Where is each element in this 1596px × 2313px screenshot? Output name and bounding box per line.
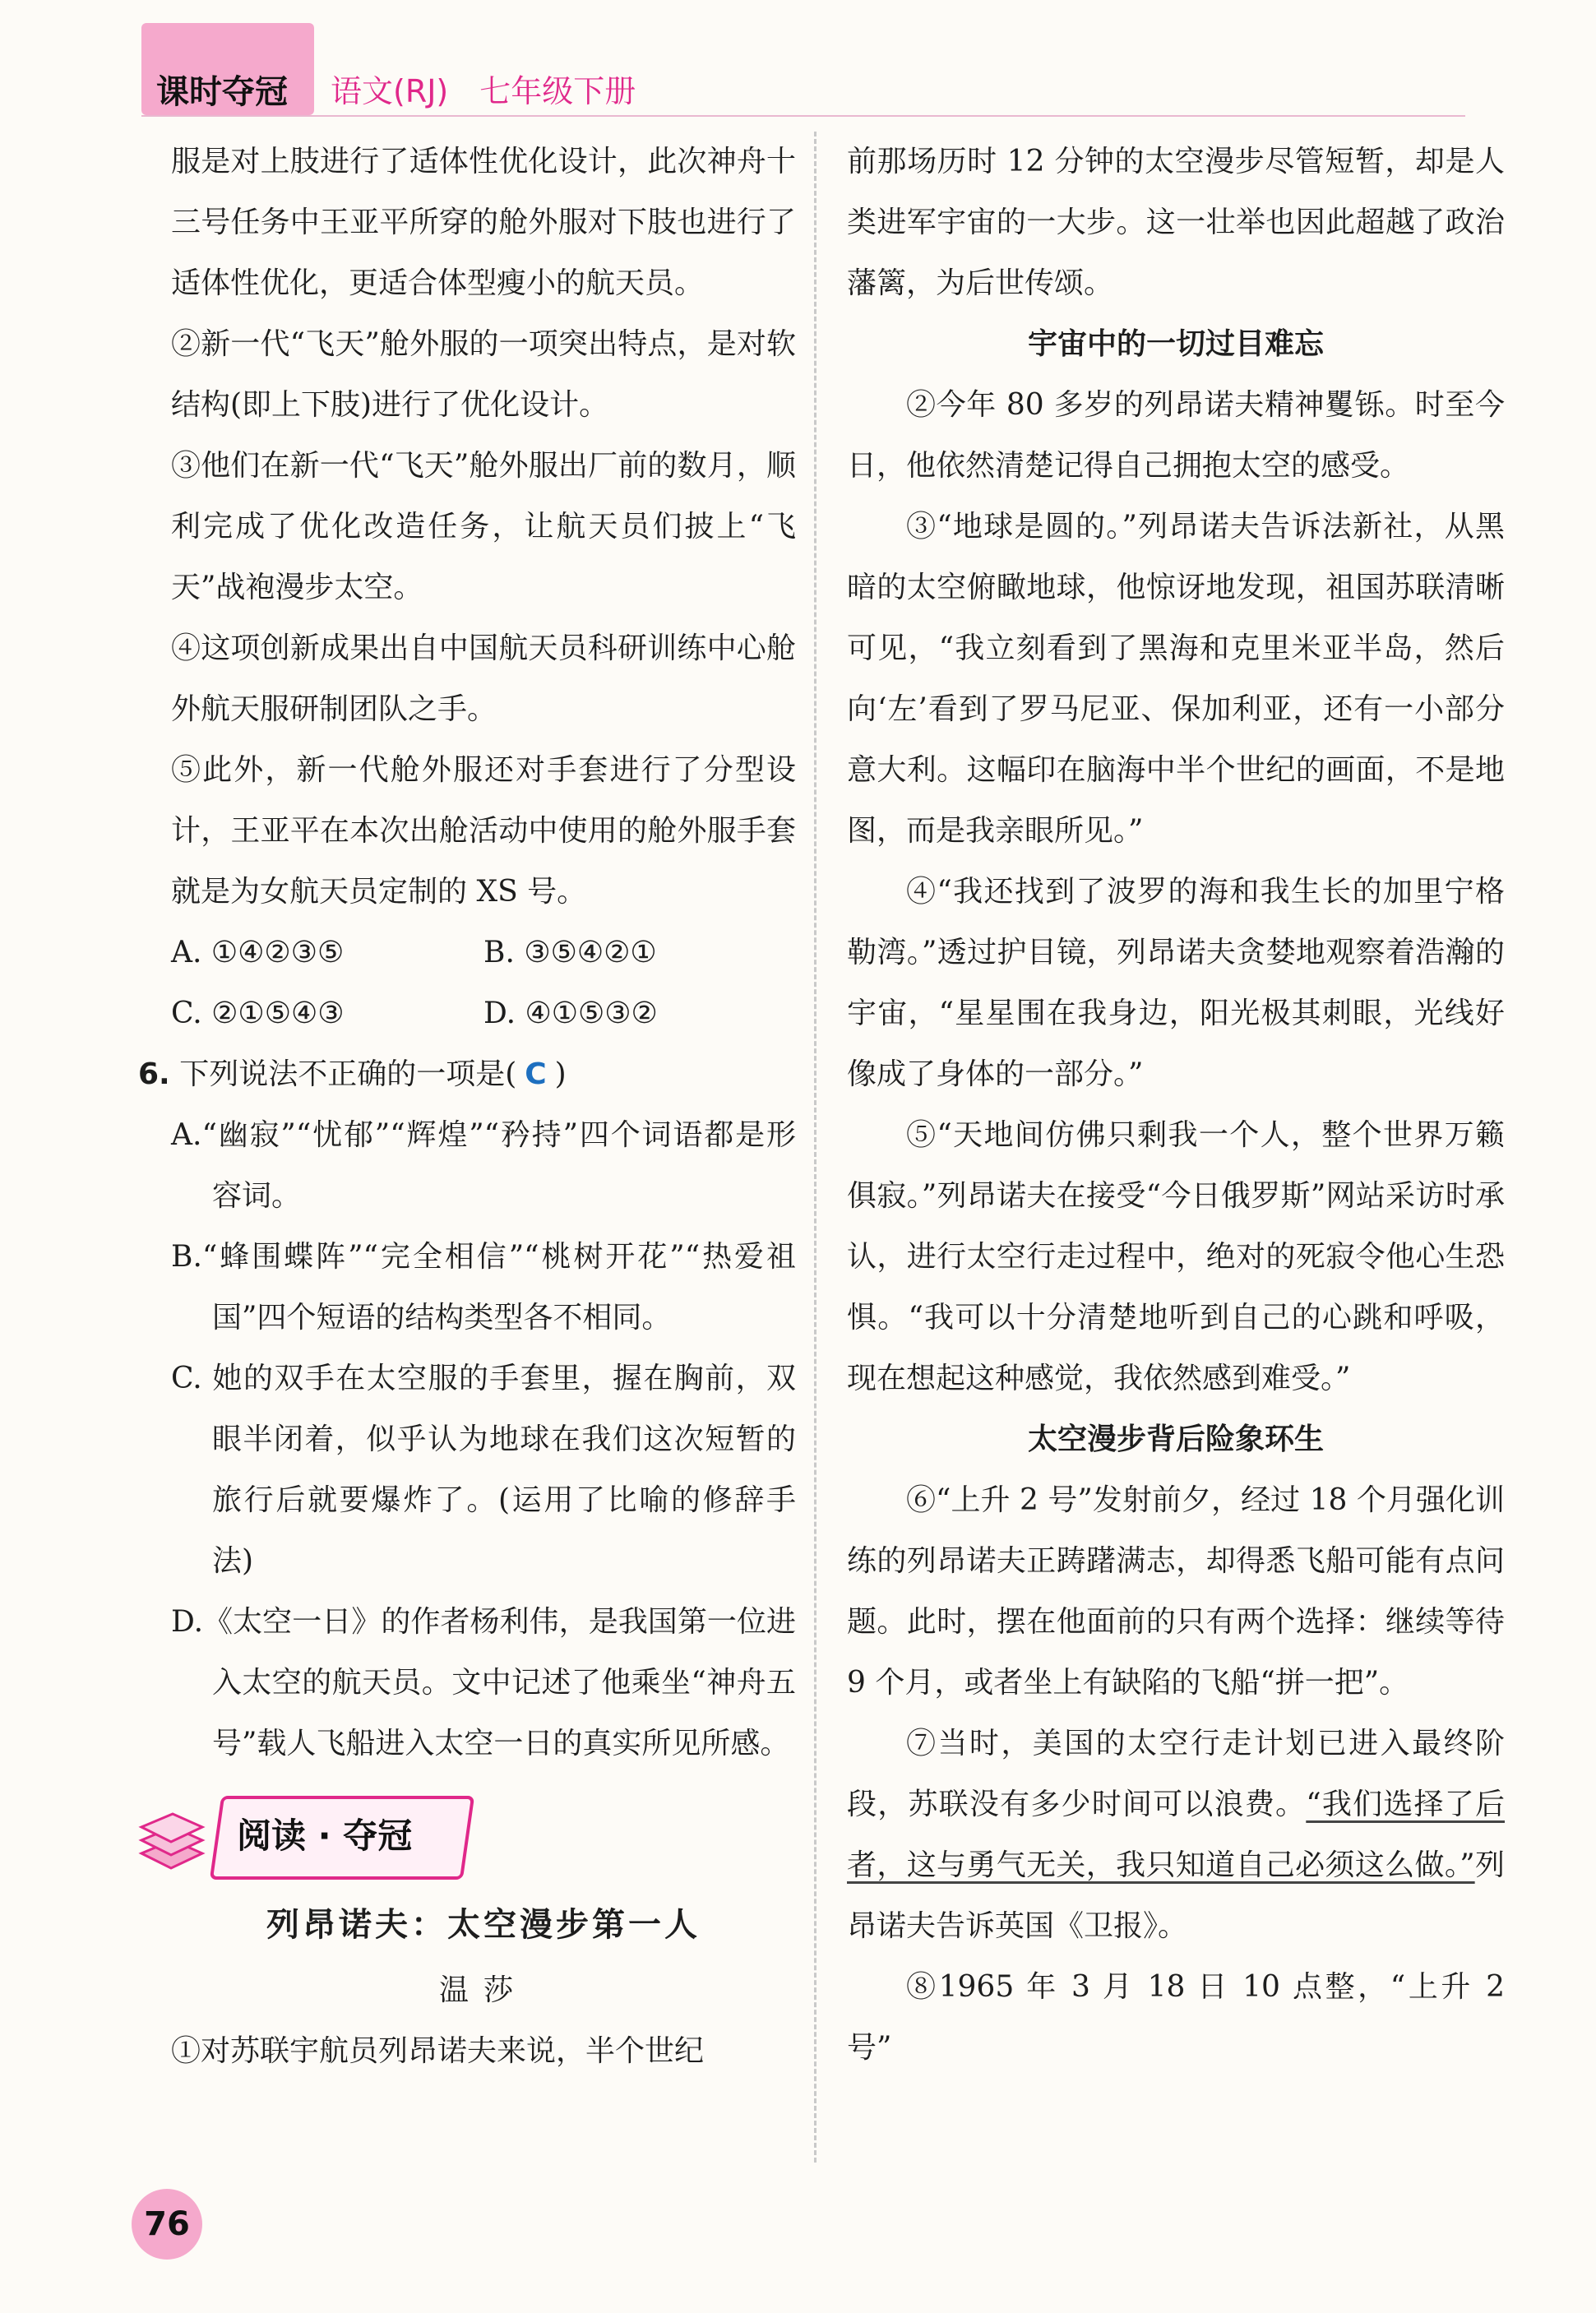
paragraph: 前那场历时 12 分钟的太空漫步尽管短暂，却是人类进军宇宙的一大步。这一壮举也因此超越了政治藩篱，为后世传颂。 (847, 145, 1505, 300)
question-6 (138, 1044, 796, 1105)
option-a: A. ①④②③⑤ (171, 936, 345, 969)
paragraph: ⑤此外，新一代舱外服还对手套进行了分型设计，王亚平在本次出舱活动中使用的舱外服手套就是为女航天员定制的 XS 号。 (171, 753, 796, 909)
paragraph-text: ⑦当时，美国的太空行走计划已进入最终阶段，苏联没有多少时间可以浪费。 (847, 1727, 1505, 1821)
page-number: 76 (132, 2189, 202, 2260)
answer-mark: C (525, 1057, 547, 1091)
paragraph-text: 列昂诺夫告诉英国《卫报》。 (847, 1848, 1505, 1943)
choice-a: A.“幽寂”“忧郁”“辉煌”“矜持”四个词语都是形容词。 (171, 1118, 796, 1213)
header-brand: 课时夺冠 (156, 73, 288, 111)
underlined-quote: “我们选择了后者，这与勇气无关，我只知道自己必须这么做。” (847, 1788, 1505, 1882)
paragraph: ⑤“天地间仿佛只剩我一个人，整个世界万籁俱寂。”列昂诺夫在接受“今日俄罗斯”网站采访时承认，进行太空行走过程中，绝对的死寂令他心生恐惧。“我可以十分清楚地听到自己的心跳和呼吸，现在想起这种感觉，我依然感到难受。” (847, 1118, 1505, 1395)
paragraph: ⑧1965 年 3 月 18 日 10 点整，“上升 2 号” (847, 1970, 1505, 2065)
question-number: 6. (138, 1057, 170, 1091)
paragraph (847, 1714, 1505, 1957)
column-divider (814, 132, 817, 2163)
paragraph: ②新一代“飞天”舱外服的一项突出特点，是对软结构(即上下肢)进行了优化设计。 (171, 327, 796, 422)
header-subject: 语文(RJ) 七年级下册 (331, 73, 636, 109)
paragraph: 服是对上肢进行了适体性优化设计，此次神舟十三号任务中王亚平所穿的舱外服对下肢也进行了适体性优化，更适合体型瘦小的航天员。 (171, 145, 796, 300)
choice-b: B.“蜂围蝶阵”“完全相信”“桃树开花”“热爱祖国”四个短语的结构类型各不相同。 (171, 1240, 796, 1335)
question-stem-end: ) (554, 1057, 567, 1091)
option-b: B. ③⑤④②① (483, 936, 657, 969)
paragraph: ②今年 80 多岁的列昂诺夫精神矍铄。时至今日，他依然清楚记得自己拥抱太空的感受。 (847, 388, 1505, 483)
section-label: 阅读 · 夺冠 (237, 1816, 413, 1856)
subheading: 太空漫步背后险象环生 (1027, 1422, 1324, 1456)
paragraph: ③他们在新一代“飞天”舱外服出厂前的数月，顺利完成了优化改造任务，让航天员们披上“飞天”战袍漫步太空。 (171, 449, 796, 604)
subheading: 宇宙中的一切过目难忘 (1027, 327, 1324, 361)
question-stem: 下列说法不正确的一项是( (179, 1057, 517, 1091)
books-icon (138, 1806, 206, 1871)
left-column (138, 132, 796, 2082)
option-d: D. ④①⑤③② (483, 997, 658, 1030)
paragraph: ①对苏联宇航员列昂诺夫来说，半个世纪 (171, 2034, 705, 2068)
choice-d: D.《太空一日》的作者杨利伟，是我国第一位进入太空的航天员。文中记述了他乘坐“神舟五号”载人飞船进入太空一日的真实所见所感。 (171, 1605, 796, 1760)
article-title: 列昂诺夫：太空漫步第一人 (266, 1905, 701, 1944)
paragraph: ⑥“上升 2 号”发射前夕，经过 18 个月强化训练的列昂诺夫正踌躇满志，却得悉飞船可能有点问题。此时，摆在他面前的只有两个选择：继续等待 9 个月，或者坐上有缺陷的飞船“拼一把”。 (847, 1483, 1505, 1700)
header-rule (141, 115, 1465, 117)
paragraph: ④这项创新成果出自中国航天员科研训练中心舱外航天服研制团队之手。 (171, 631, 796, 726)
page-header (0, 0, 1596, 123)
choice-c: C. 她的双手在太空服的手套里，握在胸前，双眼半闭着，似乎认为地球在我们这次短暂的旅行后就要爆炸了。(运用了比喻的修辞手法) (171, 1362, 796, 1578)
paragraph: ④“我还找到了波罗的海和我生长的加里宁格勒湾。”透过护目镜，列昂诺夫贪婪地观察着浩瀚的宇宙，“星星围在我身边，阳光极其刺眼，光线好像成了身体的一部分。” (847, 875, 1505, 1091)
option-c: C. ②①⑤④③ (171, 997, 345, 1030)
option-row (171, 983, 796, 1044)
paragraph: ③“地球是圆的。”列昂诺夫告诉法新社，从黑暗的太空俯瞰地球，他惊讶地发现，祖国苏联清晰可见，“我立刻看到了黑海和克里米亚半岛，然后向‘左’看到了罗马尼亚、保加利亚，还有一小部分意大利。这幅印在脑海中半个世纪的画面，不是地图，而是我亲眼所见。” (847, 510, 1505, 848)
right-column (847, 132, 1505, 2079)
section-banner (138, 1791, 796, 1881)
option-row (171, 923, 796, 983)
article-author: 温莎 (438, 1973, 528, 2007)
